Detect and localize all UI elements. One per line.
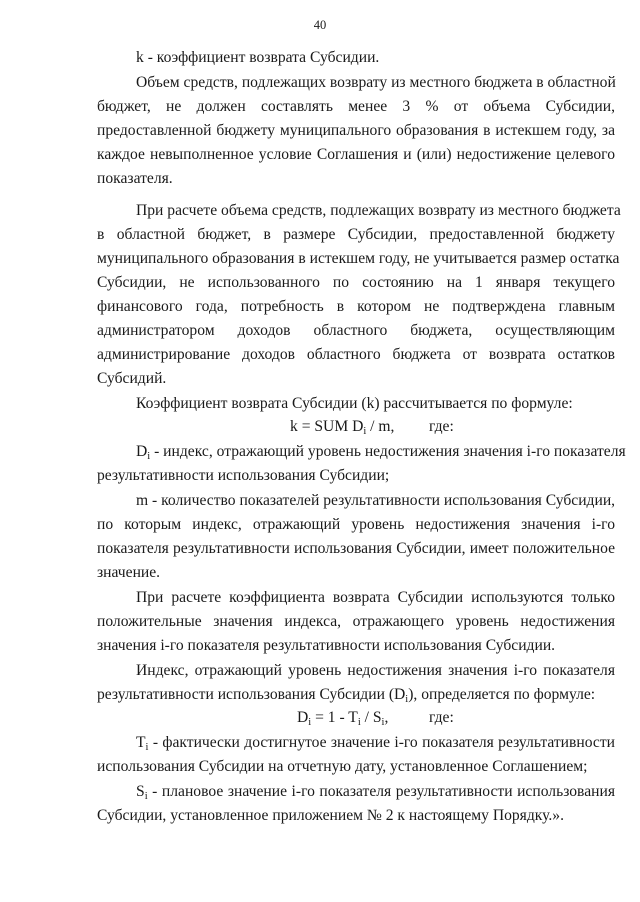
di-text: - индекс, отражающий уровень недостижения значения i-го показателя (154, 443, 626, 460)
di-suffix: ), определяется по формуле: (408, 686, 596, 703)
symbol-sub: i (145, 742, 149, 753)
formula-di-sub-b: i (357, 717, 361, 728)
paragraph-line: Субсидии, установленное приложением № 2 к настоящему Порядку.». (97, 807, 564, 824)
si-text: - плановое значение i-го показателя результативности использования (152, 783, 615, 800)
paragraph-line-di (136, 443, 626, 463)
paragraph-line: показателя. (97, 170, 173, 187)
paragraph-line: значение. (97, 564, 161, 581)
paragraph-line: Коэффициент возврата Субсидии (k) рассчитывается по формуле: (136, 395, 573, 412)
paragraph-line: администрирование доходов областного бюджета от возврата остатков (97, 346, 615, 363)
formula-di-a: D (297, 709, 309, 726)
formula-di-d: , (384, 709, 389, 726)
paragraph-line: значения i-го показателя результативности использования Субсидии. (97, 637, 556, 654)
paragraph-line: каждое невыполненное условие Соглашения и (или) недостижение целевого (97, 146, 615, 163)
paragraph-line-ti (136, 734, 615, 754)
formula-di-sub-c: i (381, 717, 385, 728)
paragraph-line: положительные значения индекса, отражающего уровень недостижения (97, 613, 615, 630)
paragraph-line: При расчете объема средств, подлежащих возврату из местного бюджета (136, 202, 621, 219)
paragraph-line: администратором доходов областного бюджета, осуществляющим (97, 322, 615, 339)
formula-k-sub: i (363, 426, 367, 437)
paragraph-line: Субсидии, не использованного по состоянию на 1 января текущего (97, 274, 615, 291)
symbol-t: T (136, 734, 146, 751)
paragraph-line: финансового года, потребность в котором не подтверждена главным (97, 298, 615, 315)
paragraph-line: бюджет, не должен составлять менее 3 % от объема Субсидии, (97, 98, 615, 115)
paragraph-line: результативности использования Субсидии; (97, 467, 390, 484)
paragraph-line-with-di (97, 686, 615, 706)
paragraph-line: Индекс, отражающий уровень недостижения значения i-го показателя (136, 662, 615, 679)
paragraph-line: показателя результативности использования Субсидии, имеет положительное (97, 540, 615, 557)
symbol-d: D (136, 443, 148, 460)
paragraph-line: Субсидий. (97, 370, 167, 387)
symbol-sub: i (147, 451, 151, 462)
formula-di (297, 709, 388, 729)
page-number: 40 (313, 18, 327, 32)
paragraph-line: предоставленной бюджету муниципального образования в истекшем году, за (97, 122, 615, 139)
di-prefix: результативности использования Субсидии (D (97, 686, 406, 703)
paragraph-line: использования Субсидии на отчетную дату, установленное Соглашением; (97, 758, 588, 775)
formula-di-b: = 1 - T (311, 709, 358, 726)
formula-k (290, 418, 394, 438)
formula-di-where: где: (429, 709, 454, 726)
paragraph-line: k - коэффициент возврата Субсидии. (136, 49, 380, 66)
paragraph-line: муниципального образования в истекшем году, не учитывается размер остатка (97, 250, 620, 267)
symbol-sub: i (405, 694, 409, 705)
symbol-sub: i (144, 791, 148, 802)
formula-k-where: где: (429, 418, 454, 435)
formula-di-c: / S (360, 709, 382, 726)
ti-text: - фактически достигнутое значение i-го показателя результативности (152, 734, 615, 751)
paragraph-line: в областной бюджет, в размере Субсидии, предоставленной бюджету (97, 226, 615, 243)
paragraph-line-si (136, 783, 615, 803)
paragraph-line: m - количество показателей результативности использования Субсидии, (136, 492, 616, 509)
symbol-s: S (136, 783, 145, 800)
formula-k-right: / m, (366, 418, 395, 435)
formula-k-left: k = SUM D (290, 418, 364, 435)
paragraph-line: Объем средств, подлежащих возврату из местного бюджета в областной (136, 74, 616, 91)
paragraph-line: по которым индекс, отражающий уровень недостижения значения i-го (97, 516, 615, 533)
formula-di-sub-a: i (308, 717, 312, 728)
paragraph-line: При расчете коэффициента возврата Субсидии используются только (136, 589, 615, 606)
